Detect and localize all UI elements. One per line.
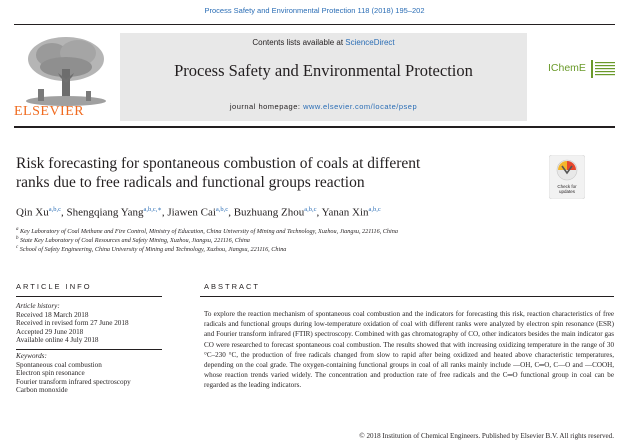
affiliation-c — [16, 245, 286, 253]
affiliation-text: Key Laboratory of Coal Methane and Fire Control, Ministry of Education, China University of Mining and Technology, Xuzhou, Jiangsu, 221116, China — [20, 228, 398, 236]
journal-title[interactable]: Process Safety and Environmental Protection — [174, 61, 473, 80]
check-for-updates-label[interactable] — [546, 184, 588, 194]
abstract-rule — [200, 296, 614, 297]
journal-homepage-line — [120, 102, 527, 111]
icheme-logo[interactable]: IChemE — [548, 62, 586, 74]
abstract-heading: ABSTRACT — [204, 282, 261, 291]
affiliation-text: School of Safety Engineering, China University of Mining and Technology, Xuzhou, Jiangsu, 221116, China — [19, 246, 287, 254]
article-history — [16, 302, 186, 345]
article-title-line-2: ranks due to free radicals and functional groups reaction — [16, 174, 365, 191]
contents-prefix: Contents lists available at — [252, 38, 346, 47]
affiliation-mark: c — [16, 245, 19, 250]
elsevier-wordmark[interactable]: ELSEVIER — [14, 104, 85, 119]
affiliation-b — [16, 236, 250, 244]
history-online: Available online 4 July 2018 — [16, 336, 99, 345]
article-info-heading: ARTICLE INFO — [16, 282, 92, 291]
author-name[interactable]: Buzhuang Zhou — [233, 206, 305, 219]
keyword-item: Fourier transform infrared spectroscopy — [16, 377, 131, 386]
keywords-block — [16, 352, 186, 395]
abstract-text: To explore the reaction mechanism of spontaneous coal combustion and the indicators for forecasting this risk, reaction characteristics of free radicals and functional groups during low-temperature oxidation of coal with different ranks were analyzed by electron spin resonance (ESR) and Fourier transform infrared (FTIR) spectroscopy. Combined with gas chromatography of CO, other indicators besides the main indicator gas CO were researched to forecast spontaneous coal combustion. The results showed that with increasing oxidizing temperature in the range of 30 °C–230 °C, the production of free radicals changed from slow to rapid after being oxidized and heated above characteristic temperatures, depending on the coal grade. The oxygen-containing functional groups in coal of all ranks mainly include —OH, C═O, C—O and —COOH, whose reaction trends varied widely. The concentration and production rate of free radicals and the C═O functional group in coal can be regarded as the leading indicators. — [204, 310, 614, 390]
author-affiliation-mark[interactable]: a,b,c,∗ — [143, 206, 162, 213]
affiliation-text: State Key Laboratory of Coal Resources and Safety Mining, Xuzhou, Jiangsu, 221116, China — [20, 237, 250, 245]
author-name[interactable]: Yanan Xin — [321, 206, 369, 219]
keyword-item: Spontaneous coal combustion — [16, 360, 102, 369]
author-affiliation-mark[interactable]: a,b,c — [48, 206, 61, 213]
affiliation-a — [16, 227, 398, 235]
keywords-label: Keywords: — [16, 352, 47, 360]
author-affiliation-mark[interactable]: a,b,c — [368, 206, 381, 213]
article-title-line-1: Risk forecasting for spontaneous combustion of coals at different — [16, 155, 421, 172]
header-bottom-rule — [14, 126, 615, 128]
copyright-line: © 2018 Institution of Chemical Engineers. Published by Elsevier B.V. All rights reserved. — [359, 432, 614, 440]
author-name[interactable]: Shengqiang Yang — [66, 206, 144, 219]
keywords-rule — [16, 349, 162, 350]
article-info-rule — [16, 296, 162, 297]
masthead-top-rule — [14, 24, 615, 25]
affiliation-mark: a — [16, 227, 19, 232]
keyword-item: Carbon monoxide — [16, 386, 68, 395]
author-name[interactable]: Qin Xu — [16, 206, 49, 219]
check-label-line-2: updates — [558, 189, 575, 194]
author-name[interactable]: Jiawen Cai — [167, 206, 216, 219]
homepage-prefix: journal homepage: — [229, 102, 304, 111]
history-received: Received 18 March 2018 — [16, 310, 89, 319]
author-affiliation-mark[interactable]: a,b,c — [215, 206, 229, 213]
article-history-label: Article history: — [16, 302, 60, 310]
homepage-link[interactable]: www.elsevier.com/locate/psep — [303, 102, 418, 111]
history-accepted: Accepted 29 June 2018 — [16, 327, 84, 336]
sciencedirect-link[interactable]: ScienceDirect — [345, 38, 395, 47]
icheme-emblem-icon — [590, 58, 616, 80]
author-affiliation-mark[interactable]: a,b,c — [304, 206, 317, 213]
check-label-line-1: Check for — [557, 184, 577, 189]
author-list: Qin Xu$^{a,b,c}$, Shengqiang Yang$^{a,b,c,∗}$, Jiawen Cai$^{a,b,c}$, Buzhuang Zhou$^{a,b,c}$, Yanan Xin$^{a,b,c}$ — [16, 206, 381, 219]
elsevier-tree-logo-icon[interactable] — [16, 33, 116, 113]
article-title — [16, 154, 536, 192]
keyword-item: Electron spin resonance — [16, 369, 85, 378]
history-revised: Received in revised form 27 June 2018 — [16, 319, 129, 328]
journal-citation[interactable]: Process Safety and Environmental Protection 118 (2018) 195–202 — [204, 6, 425, 15]
affiliation-mark: b — [16, 236, 19, 241]
contents-available-line — [120, 38, 527, 47]
